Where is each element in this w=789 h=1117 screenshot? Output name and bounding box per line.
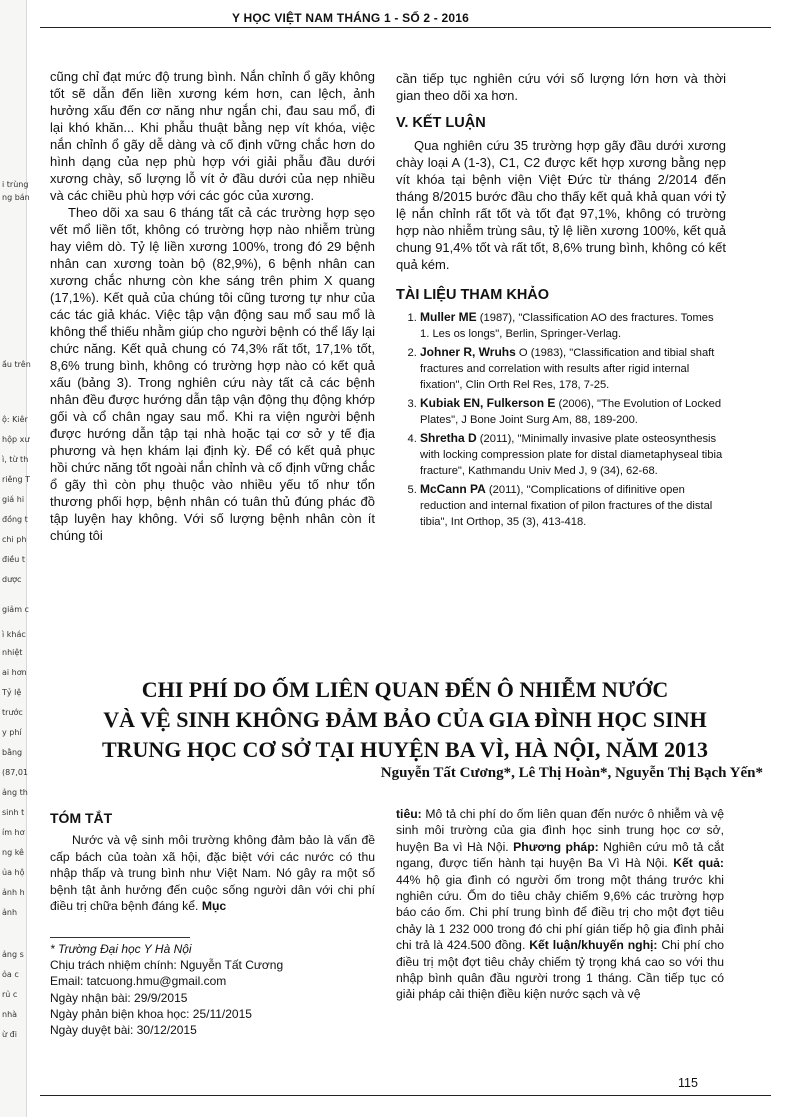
gutter-fragment: y phí [2,728,22,737]
footnote-line: Ngày phản biện khoa học: 25/11/2015 [50,1006,252,1021]
gutter-fragment: ảng th [2,788,28,797]
gutter-fragment: ng bán [2,193,30,202]
running-header: Y HỌC VIỆT NAM THÁNG 1 - SỐ 2 - 2016 [232,11,470,25]
title-line: VÀ VỆ SINH KHÔNG ĐẢM BẢO CỦA GIA ĐÌNH HỌC SINH [103,707,707,732]
gutter-fragment: ng kê [2,848,24,857]
gutter-fragment: chi ph [2,535,27,544]
reference-item: 2. Johner R, Wruhs O (1983), "Classification and tibial shaft fractures and correlation with results after rigid internal fixation", Clin Orth Rel Res, 178, 7-25. [420,344,726,393]
gutter-fragment: đồng t [2,515,28,524]
gutter-fragment: ủa hộ [2,868,25,877]
gutter-fragment: (87,01 [2,768,29,777]
adjacent-page-edge [0,0,31,1117]
author-line: Nguyễn Tất Cương*, Lê Thị Hoàn*, Nguyễn Thị Bạch Yến* [380,765,763,781]
abstract-left [50,810,375,914]
reference-item: 3. Kubiak EN, Fulkerson E (2006), "The Evolution of Locked Plates", J Bone Joint Surg Am, 88, 189-200. [420,395,726,428]
right-column [396,70,726,532]
footnote-line: Ngày nhận bài: 29/9/2015 [50,990,188,1005]
reference-item: 5. McCann PA (2011), "Complications of difinitive open reduction and internal fixation of pilon fractures of the distal tibia", Int Orthop, 35 (3), 413-418. [420,481,726,530]
footnote-line: Ngày duyệt bài: 30/12/2015 [50,1023,197,1038]
gutter-fragment: ừ đi [2,1030,17,1039]
gutter-fragment: ảng s [2,950,24,959]
gutter-fragment: hộp xư [2,435,30,444]
gutter-fragment: trước [2,708,23,717]
header-rule [40,27,771,28]
title-line: TRUNG HỌC CƠ SỞ TẠI HUYỆN BA VÌ, HÀ NỘI, NĂM 2013 [101,737,709,762]
section-heading-references: TÀI LIỆU THAM KHẢO [396,287,550,303]
gutter-fragment: i trùng [2,180,29,189]
gutter-fragment: ì khác [2,630,26,639]
abstract-heading: TÓM TẮT [50,810,113,826]
gutter-fragment: ai hơn [2,668,27,677]
abstract-right: tiêu: Mô tả chi phí do ốm liên quan đến nước ô nhiễm và vệ sinh môi trường của gia đình học sinh trung học cơ sở, huyện Ba vì Hà Nội. Phương pháp: Nghiên cứu mô tả cắt ngang, được tiến hành tại huyện Ba Vì Hà Nội. Kết quả: 44% hộ gia đình có người ốm trong một tháng trước khi nghiên cứu. Ốm do tiêu chảy chiếm 9,6% các trường hợp báo cáo ốm. Chi phí trung bình để điều trị cho một đợt tiêu chảy là 1 232 000 trong đó chi phí gián tiếp hộ gia đình phải chi trả là 424.500 đồng. Kết luận/khuyến nghị: Chi phí cho điều trị một đợt tiêu chảy chiếm tỷ trọng khá cao so với thu nhập bình quân đầu người trong 1 tháng. Cần tiếp tục có giải pháp cải thiện điều kiện nước sạch và vệ [396,807,725,1002]
footnote-rule [50,937,190,938]
gutter-fragment: ầu trên [2,360,31,369]
gutter-fragment: ộ: Kiêr [2,415,28,424]
footnote-line: Email: tatcuong.hmu@gmail.com [50,974,227,989]
gutter-fragment: điều t [2,555,25,564]
page-number: 115 [678,1076,698,1090]
body-paragraph: Theo dõi xa sau 6 tháng tất cả các trường hợp sẹo vết mổ liền tốt, không có trường hợp nào nhiễm trùng hay viêm dò. Tỷ lệ liền xương 100%, trong đó 29 bệnh nhân can xương toàn bộ (82,9%), 6 bệnh nhân can xương chắc nhưng còn khe sáng trên phim X quang (17,1%). Kết quả của chúng tôi cũng tương tự như của các tác giả khác. Việc tập vận động sau mổ sau mổ là không thể thiếu nhằm giúp cho người bệnh có thể lấy lại chức năng. Kết quả chung có 74,3% rất tốt, 17,1% tốt, 8,6% trung bình, không có trường hợp nào có kết quả xấu (bảng 3). Trong nghiên cứu này tất cả các bệnh nhân đều được hướng dẫn tập vận động thụ động khớp gối và cổ chân ngay sau mổ. Khi ra viện người bệnh được hướng dẫn tập tại nhà hoặc tại cơ sở y tế địa phương và hẹn khám lại định kỳ. Để có kết quả phục hồi chức năng tốt ngoài nắn chỉnh và cố định vững chắc ổ gãy thì còn phụ thuộc vào nhiều yếu tố như tổn thương phối hợp, bệnh nhân có tuân thủ đúng phác đồ tập luyện hay không. Với số lượng bệnh nhân còn ít chúng tôi [50,205,375,543]
reference-item: 4. Shretha D (2011), "Minimally invasive plate osteosynthesis with locking compression plate for distal diametaphyseal tibia fracture", Kathmandu Univ Med J, 9 (34), 62-68. [420,430,726,479]
reference-item: 1. Muller ME (1987), "Classification AO des fractures. Tomes 1. Les os longs", Berlin, Springer-Verlag. [420,309,726,342]
section-heading-conclusion: V. KẾT LUẬN [396,115,486,131]
title-line: CHI PHÍ DO ỐM LIÊN QUAN ĐẾN Ô NHIỄM NƯỚC [141,677,669,702]
gutter-fragment: nhà [2,1010,18,1019]
gutter-fragment: ảnh [2,908,18,917]
gutter-fragment: giá hi [2,495,25,504]
reference-list [396,309,726,530]
footnote [50,941,283,1038]
gutter-fragment: riêng T [2,475,31,484]
gutter-fragment: ím hơ [2,828,25,837]
gutter-fragment: rủ c [2,990,18,999]
gutter-fragment: sinh t [2,808,25,817]
body-paragraph: cũng chỉ đạt mức độ trung bình. Nắn chỉnh ổ gãy không tốt sẽ dẫn đến liền xương kém hơn, can lệch, ảnh hưởng xấu đến cơ năng như ngắn chi, đau sau mổ, đi lại khó khăn... Khi phẫu thuật bằng nẹp vít khóa, việc nắn chỉnh ổ gãy dễ dàng và cố định vững chắc hơn do hình dạng của nẹp phù hợp với giải phẫu đầu dưới xương chày, số lượng lỗ vít ở đầu dưới của nẹp nhiều và các chiều phù hợp với các góc của xương. [50,69,375,203]
affiliation: * Trường Đại học Y Hà Nội [50,942,192,956]
body-paragraph: cần tiếp tục nghiên cứu với số lượng lớn hơn và thời gian theo dõi xa hơn. [396,71,726,103]
gutter-fragment: nhiệt [2,648,23,657]
conclusion-paragraph: Qua nghiên cứu 35 trường hợp gãy đầu dưới xương chày loại A (1-3), C1, C2 được kết hợp xương bằng nẹp vít khóa tại bệnh viện Việt Đức từ tháng 2/2014 đến tháng 8/2015 bước đầu cho thấy kết quả khả quan với tỷ lệ nắn chỉnh rất tốt và tốt đạt 97,1%, không có trường hợp nào nhiễm trùng sâu, tỷ lệ liền xương 100%, kết quả chung 91,4% tốt và rất tốt, 8,6% trung bình, không có kết quả kém. [396,138,726,272]
article-title [40,675,770,765]
gutter-fragment: Tỷ lệ [2,688,22,697]
gutter-fragment: ì, từ th [2,455,29,464]
gutter-fragment: ảnh h [2,888,25,897]
gutter-fragment: bằng [2,748,23,757]
gutter-fragment: giảm c [2,605,29,614]
gutter-fragment: dược [2,575,22,584]
footnote-line: Chịu trách nhiệm chính: Nguyễn Tất Cương [50,958,284,973]
gutter-fragment: ỏa c [2,970,19,979]
left-column [50,68,375,544]
bottom-rule [40,1095,771,1096]
abstract-paragraph: Nước và vệ sinh môi trường không đảm bảo là vấn đề cấp bách của toàn xã hội, đặc biệt với các nước có thu nhập thấp và trung bình như Việt Nam. Nó gây ra một số bệnh tật ảnh hưởng đến cuộc sống người dân với chi phí điều trị chữa bệnh đáng kể. Mục [50,833,375,914]
